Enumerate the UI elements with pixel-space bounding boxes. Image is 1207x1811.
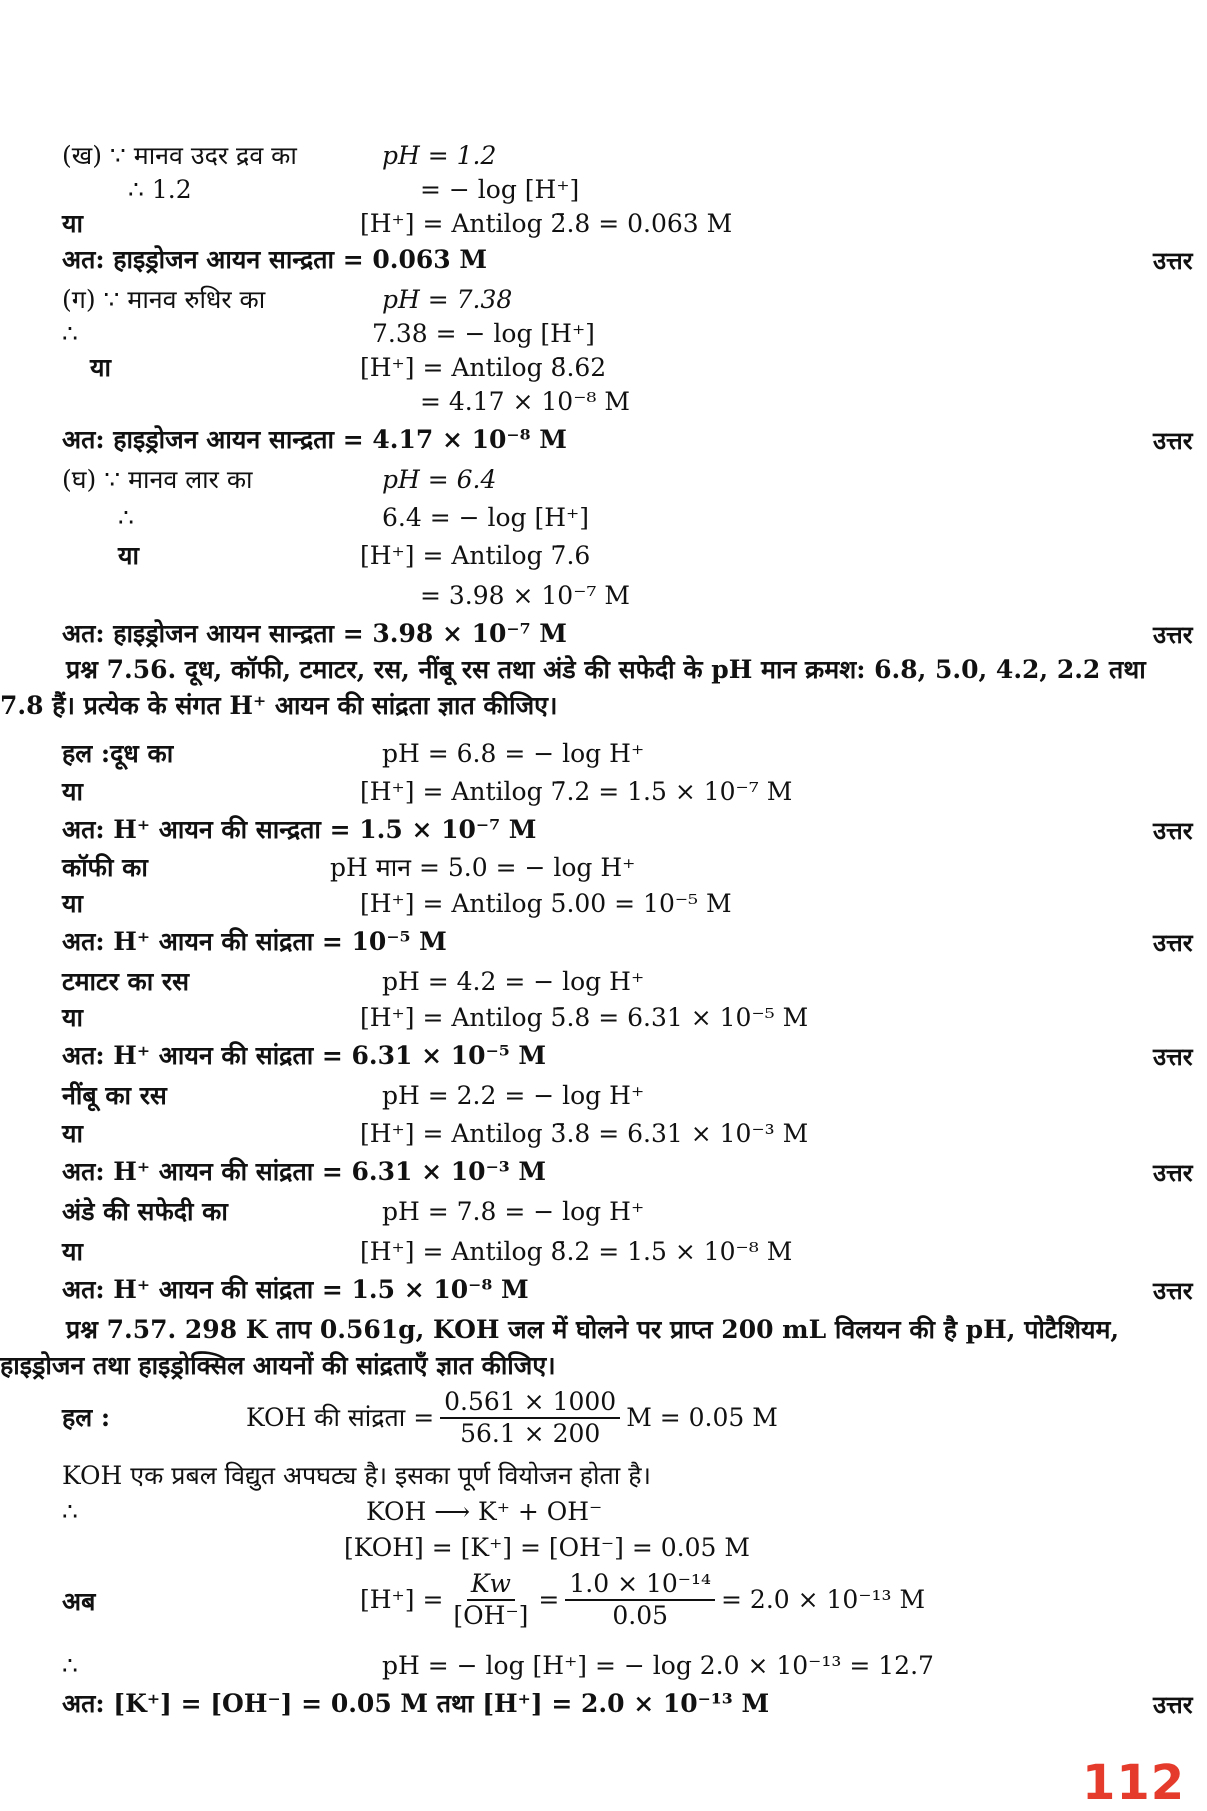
fraction-denominator: [OH⁻] <box>453 1601 529 1630</box>
sol-milk-eq: pH = 6.8 = − log H⁺ <box>382 739 645 768</box>
sol-egg-eq: pH = 7.8 = − log H⁺ <box>382 1197 645 1226</box>
sol-tomato-eq2: [H⁺] = Antilog 5̄.8 = 6.31 × 10⁻⁵ M <box>360 1003 809 1032</box>
fraction-denominator: 56.1 × 200 <box>460 1419 601 1448</box>
question-7-56 <box>0 652 1203 724</box>
koh-ab: अब <box>62 1587 96 1616</box>
value-fraction <box>565 1569 715 1631</box>
question-7-57 <box>0 1312 1203 1384</box>
sol-lemon-eq: pH = 2.2 = − log H⁺ <box>382 1081 645 1110</box>
sol-tomato-label: टमाटर का रस <box>62 967 190 996</box>
sol-coffee-eq: pH मान = 5.0 = − log H⁺ <box>330 853 636 882</box>
page-number: 112 <box>1082 1755 1186 1811</box>
fraction-numerator: 0.561 × 1000 <box>440 1387 620 1419</box>
sol-lemon-eq2: [H⁺] = Antilog 3̄.8 = 6.31 × 10⁻³ M <box>360 1119 809 1148</box>
line-kha-label: (ख) ∵ मानव उदर द्रव का <box>62 141 297 170</box>
sol-lemon-ya: या <box>62 1119 83 1148</box>
line-ga-eq2: 7.38 = − log [H⁺] <box>372 319 595 348</box>
answer-label: उत्तर <box>1153 426 1193 455</box>
line-ga-eq4: = 4.17 × 10⁻⁸ M <box>420 387 630 416</box>
line-ga-therefore: ∴ <box>62 319 78 348</box>
line-ga-label: (ग) ∵ मानव रुधिर का <box>62 285 266 314</box>
kw-fraction <box>449 1569 532 1631</box>
result-lemon: अत: H⁺ आयन की सांद्रता = 6.31 × 10⁻³ M <box>62 1157 547 1186</box>
answer-label: उत्तर <box>1153 1042 1193 1071</box>
answer-label: उत्तर <box>1153 1276 1193 1305</box>
fraction-denominator: 0.05 <box>612 1601 669 1630</box>
fraction-numerator: Kw <box>467 1569 515 1601</box>
line-ga-eq: pH = 7.38 <box>382 285 513 314</box>
line-kha-eq3: [H⁺] = Antilog 2̄.8 = 0.063 M <box>360 209 733 238</box>
question-7-56-line2: 7.8 हैं। प्रत्येक के संगत H⁺ आयन की सांद्रता ज्ञात कीजिए। <box>0 691 558 720</box>
fraction-numerator: 1.0 × 10⁻¹⁴ <box>565 1569 715 1601</box>
koh-therefore: ∴ <box>62 1497 78 1526</box>
line-kha-eq2: = − log [H⁺] <box>420 175 580 204</box>
koh-therefore2: ∴ <box>62 1651 78 1680</box>
result-egg: अत: H⁺ आयन की सांद्रता = 1.5 × 10⁻⁸ M <box>62 1275 529 1304</box>
koh-statement: KOH एक प्रबल विद्युत अपघट्य है। इसका पूर्ण वियोजन होता है। <box>62 1461 651 1490</box>
sol-tomato-ya: या <box>62 1003 83 1032</box>
line-gha-therefore: ∴ <box>118 503 134 532</box>
equals-sign: = <box>538 1585 560 1614</box>
line-kha-eq: pH = 1.2 <box>382 141 497 170</box>
h-result: = 2.0 × 10⁻¹³ M <box>721 1585 926 1614</box>
line-gha-eq3: [H⁺] = Antilog 7̄.6 <box>360 541 591 570</box>
sol-egg-ya: या <box>62 1237 83 1266</box>
line-kha-therefore: ∴ 1.2 <box>128 175 192 204</box>
sol-tomato-eq: pH = 4.2 = − log H⁺ <box>382 967 645 996</box>
result-kha: अत: हाइड्रोजन आयन सान्द्रता = 0.063 M <box>62 245 488 274</box>
answer-label: उत्तर <box>1153 1158 1193 1187</box>
result-tomato: अत: H⁺ आयन की सांद्रता = 6.31 × 10⁻⁵ M <box>62 1041 547 1070</box>
line-ga-eq3: [H⁺] = Antilog 8̄.62 <box>360 353 607 382</box>
sol-egg-eq2: [H⁺] = Antilog 8̄.2 = 1.5 × 10⁻⁸ M <box>360 1237 793 1266</box>
answer-label: उत्तर <box>1153 246 1193 275</box>
sol-milk-eq2: [H⁺] = Antilog 7̄.2 = 1.5 × 10⁻⁷ M <box>360 777 793 806</box>
koh-conc-label: KOH की सांद्रता = <box>246 1403 435 1432</box>
question-7-56-line1: प्रश्न 7.56. दूध, कॉफी, टमाटर, रस, नींबू रस तथा अंडे की सफेदी के pH मान क्रमश: 6.8, 5.0, 4.2, 2.2 तथा <box>66 655 1146 684</box>
line-gha-eq2: 6.4 = − log [H⁺] <box>382 503 589 532</box>
line-gha-ya: या <box>118 541 139 570</box>
sol-koh-hal: हल : <box>62 1403 111 1432</box>
answer-label: उत्तर <box>1153 620 1193 649</box>
line-gha-eq4: = 3.98 × 10⁻⁷ M <box>420 581 630 610</box>
result-ga: अत: हाइड्रोजन आयन सान्द्रता = 4.17 × 10⁻⁸ M <box>62 425 567 454</box>
result-gha: अत: हाइड्रोजन आयन सान्द्रता = 3.98 × 10⁻⁷ M <box>62 619 567 648</box>
result-coffee: अत: H⁺ आयन की सांद्रता = 10⁻⁵ M <box>62 927 447 956</box>
koh-conc-fraction <box>440 1387 620 1449</box>
sol-egg-label: अंडे की सफेदी का <box>62 1197 228 1226</box>
question-7-57-line1: प्रश्न 7.57. 298 K ताप 0.561g, KOH जल में घोलने पर प्राप्त 200 mL विलयन की है pH, पोटैशियम, <box>66 1315 1120 1344</box>
koh-ph-line: pH = − log [H⁺] = − log 2.0 × 10⁻¹³ = 12.7 <box>382 1651 934 1680</box>
sol-coffee-eq2: [H⁺] = Antilog 5̄.00 = 10⁻⁵ M <box>360 889 732 918</box>
koh-reaction: KOH ⟶ K⁺ + OH⁻ <box>366 1497 603 1526</box>
line-gha-eq: pH = 6.4 <box>382 465 497 494</box>
line-kha-ya: या <box>62 209 83 238</box>
sol-milk-ya: या <box>62 777 83 806</box>
koh-conc-result: M = 0.05 M <box>626 1403 778 1432</box>
answer-label: उत्तर <box>1153 1690 1193 1719</box>
result-milk: अत: H⁺ आयन की सान्द्रता = 1.5 × 10⁻⁷ M <box>62 815 537 844</box>
answer-label: उत्तर <box>1153 928 1193 957</box>
line-ga-ya: या <box>90 353 111 382</box>
line-gha-label: (घ) ∵ मानव लार का <box>62 465 253 494</box>
sol-coffee-label: कॉफी का <box>62 853 148 882</box>
koh-h-calc <box>360 1562 925 1638</box>
answer-label: उत्तर <box>1153 816 1193 845</box>
sol-lemon-label: नींबू का रस <box>62 1081 167 1110</box>
question-7-57-line2: हाइड्रोजन तथा हाइड्रोक्सिल आयनों की सांद्रताएँ ज्ञात कीजिए। <box>0 1351 556 1380</box>
result-koh: अत: [K⁺] = [OH⁻] = 0.05 M तथा [H⁺] = 2.0 × 10⁻¹³ M <box>62 1689 770 1718</box>
h-lhs: [H⁺] = <box>360 1585 444 1614</box>
sol-coffee-ya: या <box>62 889 83 918</box>
sol-koh-conc <box>246 1380 778 1456</box>
koh-equality: [KOH] = [K⁺] = [OH⁻] = 0.05 M <box>344 1533 750 1562</box>
sol-milk-label: हल :दूध का <box>62 739 174 768</box>
